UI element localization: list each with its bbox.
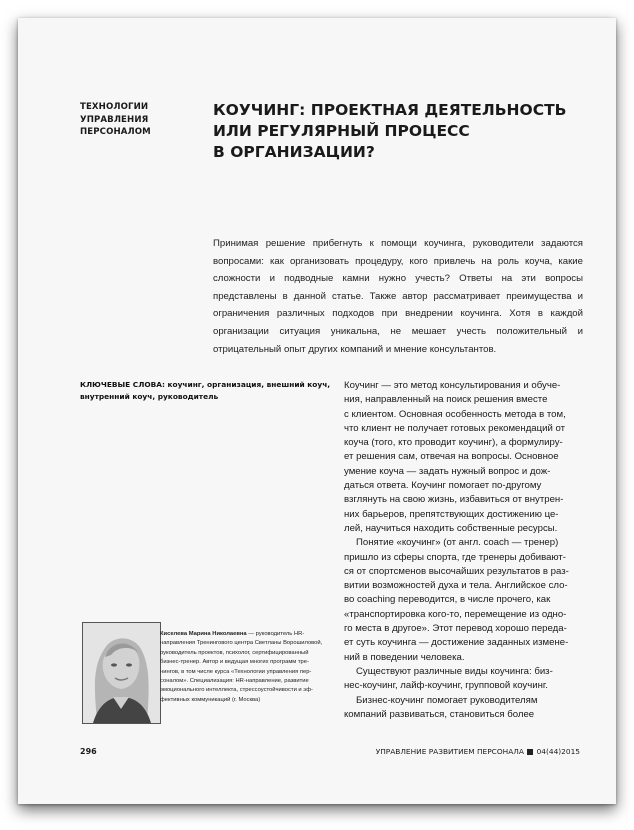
keywords [80, 379, 340, 402]
author-bio [160, 630, 335, 705]
rubric-line: ПЕРСОНАЛОМ [80, 127, 151, 137]
author-name: Киселева Марина Николаевна [160, 631, 247, 637]
body-line: ний в поведении человека. [344, 651, 465, 663]
author-bio-line: соналом». Специализация: HR-направление, развитие [160, 678, 309, 685]
body-line: ет решения сам, отвечая на вопросы. Основное [344, 451, 559, 463]
page-number: 296 [80, 747, 97, 756]
body-line: ния, направленный на поиск решения вместе [344, 394, 548, 406]
square-separator-icon [527, 749, 533, 755]
article-lead: Принимая решение прибегнуть к помощи коучинга, руководители задаются вопросами: как организовать процедуру, кого привлечь на роль коуча, какие сложности и подводные камни нужно учесть? Ответы на эти вопросы представлены в данной статье. Также автор рассматривает преимущества и ограничения различных подходов при внедрении коучинга. Хотя в каждой организации ситуация уникальна, не мешает учесть положительный и отрицательный опыт других компаний и мнение консультантов. [213, 238, 583, 355]
body-line: коуча (того, кто проводит коучинг), а формулиру- [344, 437, 563, 449]
body-line: Коучинг — это метод консультирования и обуче- [344, 380, 561, 391]
body-line: компаний развиваться, становиться более [344, 708, 535, 720]
author-bio-line: направления Тренингового центра Светланы Ворошиловой, [160, 640, 323, 647]
body-line: лей, научиться находить собственные ресурсы. [344, 522, 558, 534]
journal-footer [376, 747, 580, 756]
title-line: ИЛИ РЕГУЛЯРНЫЙ ПРОЦЕСС [213, 122, 470, 140]
body-line: ся от спортсменов высочайших результатов в раз- [344, 565, 569, 577]
body-line: Существуют различные виды коучинга: биз- [356, 665, 553, 677]
author-photo [82, 622, 161, 724]
author-bio-line: фективных коммуникаций (г. Москва) [160, 696, 261, 703]
body-line: ет суть коучинга — достижение заданных измене- [344, 637, 569, 649]
article-body [344, 379, 594, 722]
journal-name: УПРАВЛЕНИЕ РАЗВИТИЕМ ПЕРСОНАЛА [375, 747, 524, 756]
body-line: го места в другое». Этот перевод хорошо переда- [344, 623, 567, 635]
title-line: КОУЧИНГ: ПРОЕКТНАЯ ДЕЯТЕЛЬНОСТЬ [213, 101, 567, 119]
document-page [18, 18, 616, 804]
rubric-line: ТЕХНОЛОГИИ [80, 102, 149, 112]
body-line: нес-коучинг, лайф-коучинг, групповой коучинг. [344, 680, 548, 692]
body-line: с клиентом. Основная особенность метода в том, [344, 408, 566, 420]
body-line: что клиент не получает готовых рекомендаций от [344, 422, 566, 434]
body-line: Бизнес-коучинг помогает руководителям [356, 694, 538, 706]
rubric-line: УПРАВЛЕНИЯ [80, 114, 149, 125]
body-line: витии возможностей духа и тела. Английское сло- [344, 580, 568, 592]
keywords-text: коучинг, организация, внешний коуч, внутренний коуч, руководитель [80, 380, 331, 401]
article-title [213, 100, 593, 163]
author-bio-line: эмоционального интеллекта, стрессоустойчивости и эф- [160, 687, 313, 694]
body-line: пришло из сферы спорта, где тренеры добивают- [344, 551, 566, 563]
author-role: — руководитель HR- [246, 631, 305, 637]
body-line: них барьеров, препятствующих достижению це- [344, 508, 559, 520]
author-bio-line: бизнес-тренер. Автор и ведущая многих программ тре- [160, 659, 309, 666]
body-line: взглянуть на свою жизнь, избавиться от внутрен- [344, 494, 564, 506]
body-line: Понятие «коучинг» (от англ. coach — тренер) [356, 537, 559, 549]
journal-issue: 04(44)2015 [536, 747, 580, 756]
body-line: умение коуча — задать нужный вопрос и дож- [344, 465, 551, 477]
author-bio-line: нингов, в том числе курса «Технологии управления пер- [160, 668, 312, 675]
author-bio-line: руководитель проектов, психолог, сертифицированный [160, 649, 309, 656]
body-line: даться ответа. Коучинг помогает по-другому [344, 480, 542, 492]
keywords-label: КЛЮЧЕВЫЕ СЛОВА: [80, 380, 165, 389]
title-line: В ОРГАНИЗАЦИИ? [213, 143, 375, 161]
author-portrait-image [83, 623, 160, 723]
author-bio-line [160, 630, 335, 639]
body-line: «транспортировка кого-то, перемещение из одно- [344, 608, 567, 620]
body-line: во coaching переводится, в числе прочего, как [344, 594, 551, 606]
section-rubric [80, 101, 190, 139]
